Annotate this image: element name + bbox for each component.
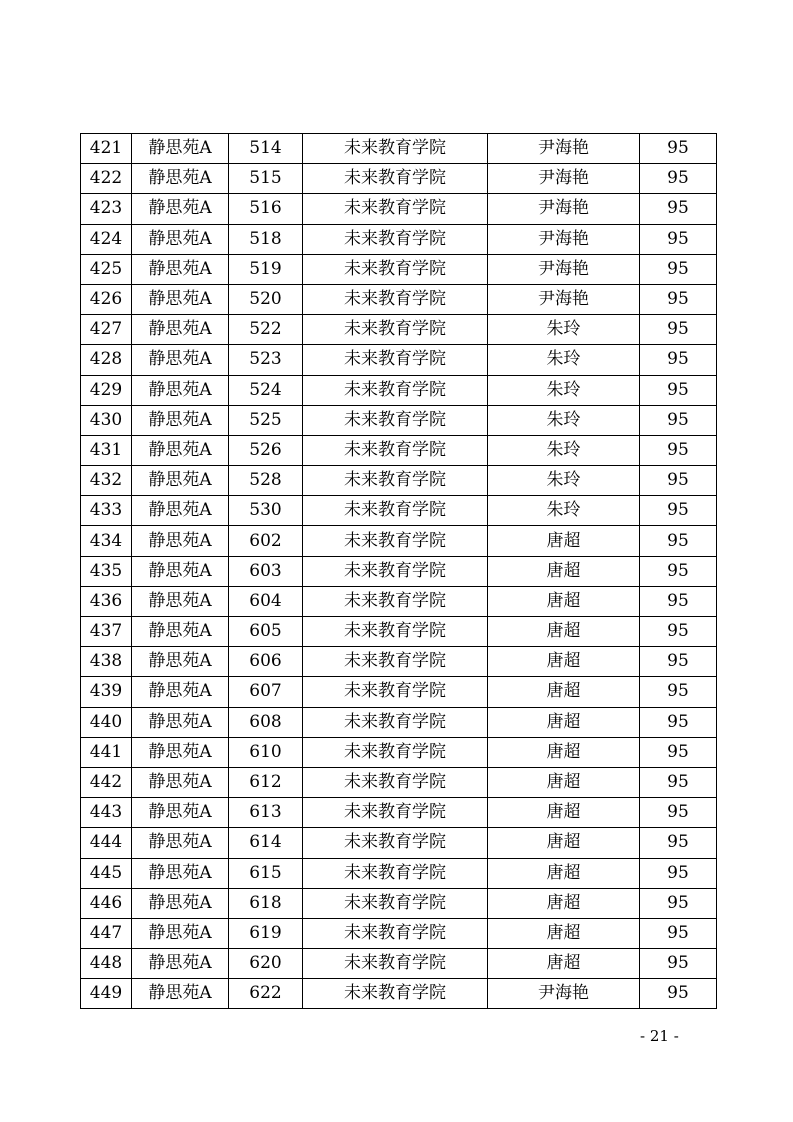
score-cell: 95	[640, 284, 717, 314]
score-cell: 95	[640, 435, 717, 465]
room-number-cell: 618	[229, 888, 303, 918]
score-cell: 95	[640, 858, 717, 888]
score-cell: 95	[640, 979, 717, 1009]
score-cell: 95	[640, 677, 717, 707]
room-number-cell: 608	[229, 707, 303, 737]
score-cell: 95	[640, 828, 717, 858]
counselor-cell: 朱玲	[488, 405, 640, 435]
score-cell: 95	[640, 647, 717, 677]
row-index-cell: 443	[81, 798, 132, 828]
counselor-cell: 唐超	[488, 526, 640, 556]
table-row	[81, 134, 717, 164]
building-cell: 静思苑A	[132, 164, 229, 194]
building-cell: 静思苑A	[132, 194, 229, 224]
score-cell: 95	[640, 496, 717, 526]
room-number-cell: 530	[229, 496, 303, 526]
building-cell: 静思苑A	[132, 435, 229, 465]
counselor-cell: 尹海艳	[488, 134, 640, 164]
table-row	[81, 979, 717, 1009]
score-cell: 95	[640, 707, 717, 737]
row-index-cell: 434	[81, 526, 132, 556]
table-row	[81, 767, 717, 797]
room-number-cell: 528	[229, 466, 303, 496]
room-number-cell: 606	[229, 647, 303, 677]
room-number-cell: 516	[229, 194, 303, 224]
table-row	[81, 918, 717, 948]
counselor-cell: 唐超	[488, 617, 640, 647]
building-cell: 静思苑A	[132, 315, 229, 345]
college-cell: 未来教育学院	[303, 949, 488, 979]
counselor-cell: 唐超	[488, 767, 640, 797]
score-cell: 95	[640, 224, 717, 254]
building-cell: 静思苑A	[132, 828, 229, 858]
college-cell: 未来教育学院	[303, 466, 488, 496]
room-number-cell: 518	[229, 224, 303, 254]
row-index-cell: 421	[81, 134, 132, 164]
room-number-cell: 607	[229, 677, 303, 707]
counselor-cell: 尹海艳	[488, 194, 640, 224]
college-cell: 未来教育学院	[303, 164, 488, 194]
building-cell: 静思苑A	[132, 526, 229, 556]
counselor-cell: 尹海艳	[488, 979, 640, 1009]
room-number-cell: 619	[229, 918, 303, 948]
college-cell: 未来教育学院	[303, 345, 488, 375]
building-cell: 静思苑A	[132, 586, 229, 616]
table-row	[81, 586, 717, 616]
building-cell: 静思苑A	[132, 918, 229, 948]
table-row	[81, 888, 717, 918]
room-number-cell: 520	[229, 284, 303, 314]
college-cell: 未来教育学院	[303, 858, 488, 888]
counselor-cell: 尹海艳	[488, 254, 640, 284]
row-index-cell: 449	[81, 979, 132, 1009]
table-row	[81, 949, 717, 979]
dormitory-score-table	[80, 133, 717, 1009]
score-cell: 95	[640, 767, 717, 797]
building-cell: 静思苑A	[132, 798, 229, 828]
table-row	[81, 858, 717, 888]
college-cell: 未来教育学院	[303, 134, 488, 164]
row-index-cell: 440	[81, 707, 132, 737]
page-number: - 21 -	[640, 1027, 679, 1045]
room-number-cell: 622	[229, 979, 303, 1009]
room-number-cell: 526	[229, 435, 303, 465]
row-index-cell: 437	[81, 617, 132, 647]
room-number-cell: 614	[229, 828, 303, 858]
table-row	[81, 254, 717, 284]
building-cell: 静思苑A	[132, 858, 229, 888]
row-index-cell: 424	[81, 224, 132, 254]
table-row	[81, 828, 717, 858]
counselor-cell: 唐超	[488, 949, 640, 979]
counselor-cell: 尹海艳	[488, 224, 640, 254]
college-cell: 未来教育学院	[303, 496, 488, 526]
score-cell: 95	[640, 888, 717, 918]
row-index-cell: 439	[81, 677, 132, 707]
college-cell: 未来教育学院	[303, 979, 488, 1009]
score-cell: 95	[640, 617, 717, 647]
row-index-cell: 447	[81, 918, 132, 948]
counselor-cell: 唐超	[488, 586, 640, 616]
counselor-cell: 朱玲	[488, 315, 640, 345]
table-row	[81, 194, 717, 224]
room-number-cell: 515	[229, 164, 303, 194]
college-cell: 未来教育学院	[303, 435, 488, 465]
building-cell: 静思苑A	[132, 677, 229, 707]
college-cell: 未来教育学院	[303, 254, 488, 284]
room-number-cell: 615	[229, 858, 303, 888]
building-cell: 静思苑A	[132, 737, 229, 767]
row-index-cell: 427	[81, 315, 132, 345]
building-cell: 静思苑A	[132, 888, 229, 918]
table-row	[81, 707, 717, 737]
counselor-cell: 朱玲	[488, 466, 640, 496]
table-row	[81, 345, 717, 375]
row-index-cell: 444	[81, 828, 132, 858]
counselor-cell: 朱玲	[488, 345, 640, 375]
college-cell: 未来教育学院	[303, 767, 488, 797]
counselor-cell: 唐超	[488, 647, 640, 677]
row-index-cell: 436	[81, 586, 132, 616]
table-row	[81, 405, 717, 435]
building-cell: 静思苑A	[132, 949, 229, 979]
counselor-cell: 尹海艳	[488, 284, 640, 314]
college-cell: 未来教育学院	[303, 405, 488, 435]
table-row	[81, 164, 717, 194]
room-number-cell: 514	[229, 134, 303, 164]
table-body	[81, 134, 717, 1009]
building-cell: 静思苑A	[132, 254, 229, 284]
college-cell: 未来教育学院	[303, 677, 488, 707]
row-index-cell: 430	[81, 405, 132, 435]
room-number-cell: 604	[229, 586, 303, 616]
row-index-cell: 425	[81, 254, 132, 284]
counselor-cell: 朱玲	[488, 496, 640, 526]
building-cell: 静思苑A	[132, 375, 229, 405]
score-cell: 95	[640, 556, 717, 586]
row-index-cell: 435	[81, 556, 132, 586]
room-number-cell: 524	[229, 375, 303, 405]
room-number-cell: 613	[229, 798, 303, 828]
table-row	[81, 284, 717, 314]
score-cell: 95	[640, 405, 717, 435]
score-cell: 95	[640, 737, 717, 767]
college-cell: 未来教育学院	[303, 918, 488, 948]
room-number-cell: 525	[229, 405, 303, 435]
row-index-cell: 433	[81, 496, 132, 526]
score-cell: 95	[640, 254, 717, 284]
row-index-cell: 446	[81, 888, 132, 918]
building-cell: 静思苑A	[132, 405, 229, 435]
college-cell: 未来教育学院	[303, 888, 488, 918]
college-cell: 未来教育学院	[303, 375, 488, 405]
table-row	[81, 375, 717, 405]
college-cell: 未来教育学院	[303, 526, 488, 556]
building-cell: 静思苑A	[132, 466, 229, 496]
counselor-cell: 尹海艳	[488, 164, 640, 194]
table-row	[81, 737, 717, 767]
score-cell: 95	[640, 949, 717, 979]
building-cell: 静思苑A	[132, 556, 229, 586]
counselor-cell: 唐超	[488, 677, 640, 707]
room-number-cell: 522	[229, 315, 303, 345]
row-index-cell: 423	[81, 194, 132, 224]
room-number-cell: 602	[229, 526, 303, 556]
college-cell: 未来教育学院	[303, 284, 488, 314]
counselor-cell: 唐超	[488, 888, 640, 918]
table-row	[81, 466, 717, 496]
college-cell: 未来教育学院	[303, 586, 488, 616]
row-index-cell: 432	[81, 466, 132, 496]
building-cell: 静思苑A	[132, 496, 229, 526]
college-cell: 未来教育学院	[303, 828, 488, 858]
row-index-cell: 438	[81, 647, 132, 677]
table-row	[81, 677, 717, 707]
counselor-cell: 朱玲	[488, 435, 640, 465]
counselor-cell: 唐超	[488, 556, 640, 586]
score-cell: 95	[640, 345, 717, 375]
score-cell: 95	[640, 194, 717, 224]
table-row	[81, 526, 717, 556]
table-row	[81, 647, 717, 677]
score-cell: 95	[640, 164, 717, 194]
row-index-cell: 445	[81, 858, 132, 888]
score-cell: 95	[640, 466, 717, 496]
counselor-cell: 唐超	[488, 707, 640, 737]
score-cell: 95	[640, 134, 717, 164]
room-number-cell: 603	[229, 556, 303, 586]
score-cell: 95	[640, 798, 717, 828]
building-cell: 静思苑A	[132, 767, 229, 797]
row-index-cell: 448	[81, 949, 132, 979]
counselor-cell: 唐超	[488, 858, 640, 888]
table-row	[81, 556, 717, 586]
counselor-cell: 朱玲	[488, 375, 640, 405]
room-number-cell: 612	[229, 767, 303, 797]
score-cell: 95	[640, 315, 717, 345]
row-index-cell: 422	[81, 164, 132, 194]
college-cell: 未来教育学院	[303, 617, 488, 647]
room-number-cell: 620	[229, 949, 303, 979]
counselor-cell: 唐超	[488, 918, 640, 948]
score-cell: 95	[640, 526, 717, 556]
row-index-cell: 426	[81, 284, 132, 314]
college-cell: 未来教育学院	[303, 798, 488, 828]
counselor-cell: 唐超	[488, 828, 640, 858]
college-cell: 未来教育学院	[303, 194, 488, 224]
building-cell: 静思苑A	[132, 345, 229, 375]
row-index-cell: 431	[81, 435, 132, 465]
row-index-cell: 441	[81, 737, 132, 767]
score-cell: 95	[640, 586, 717, 616]
table-row	[81, 617, 717, 647]
college-cell: 未来教育学院	[303, 707, 488, 737]
room-number-cell: 519	[229, 254, 303, 284]
college-cell: 未来教育学院	[303, 224, 488, 254]
table-row	[81, 435, 717, 465]
building-cell: 静思苑A	[132, 647, 229, 677]
college-cell: 未来教育学院	[303, 737, 488, 767]
score-cell: 95	[640, 918, 717, 948]
table-row	[81, 224, 717, 254]
building-cell: 静思苑A	[132, 284, 229, 314]
row-index-cell: 429	[81, 375, 132, 405]
college-cell: 未来教育学院	[303, 315, 488, 345]
building-cell: 静思苑A	[132, 134, 229, 164]
table-row	[81, 496, 717, 526]
building-cell: 静思苑A	[132, 617, 229, 647]
college-cell: 未来教育学院	[303, 647, 488, 677]
counselor-cell: 唐超	[488, 737, 640, 767]
building-cell: 静思苑A	[132, 224, 229, 254]
counselor-cell: 唐超	[488, 798, 640, 828]
room-number-cell: 605	[229, 617, 303, 647]
room-number-cell: 523	[229, 345, 303, 375]
building-cell: 静思苑A	[132, 707, 229, 737]
college-cell: 未来教育学院	[303, 556, 488, 586]
room-number-cell: 610	[229, 737, 303, 767]
table-row	[81, 798, 717, 828]
row-index-cell: 428	[81, 345, 132, 375]
table-row	[81, 315, 717, 345]
building-cell: 静思苑A	[132, 979, 229, 1009]
score-cell: 95	[640, 375, 717, 405]
row-index-cell: 442	[81, 767, 132, 797]
